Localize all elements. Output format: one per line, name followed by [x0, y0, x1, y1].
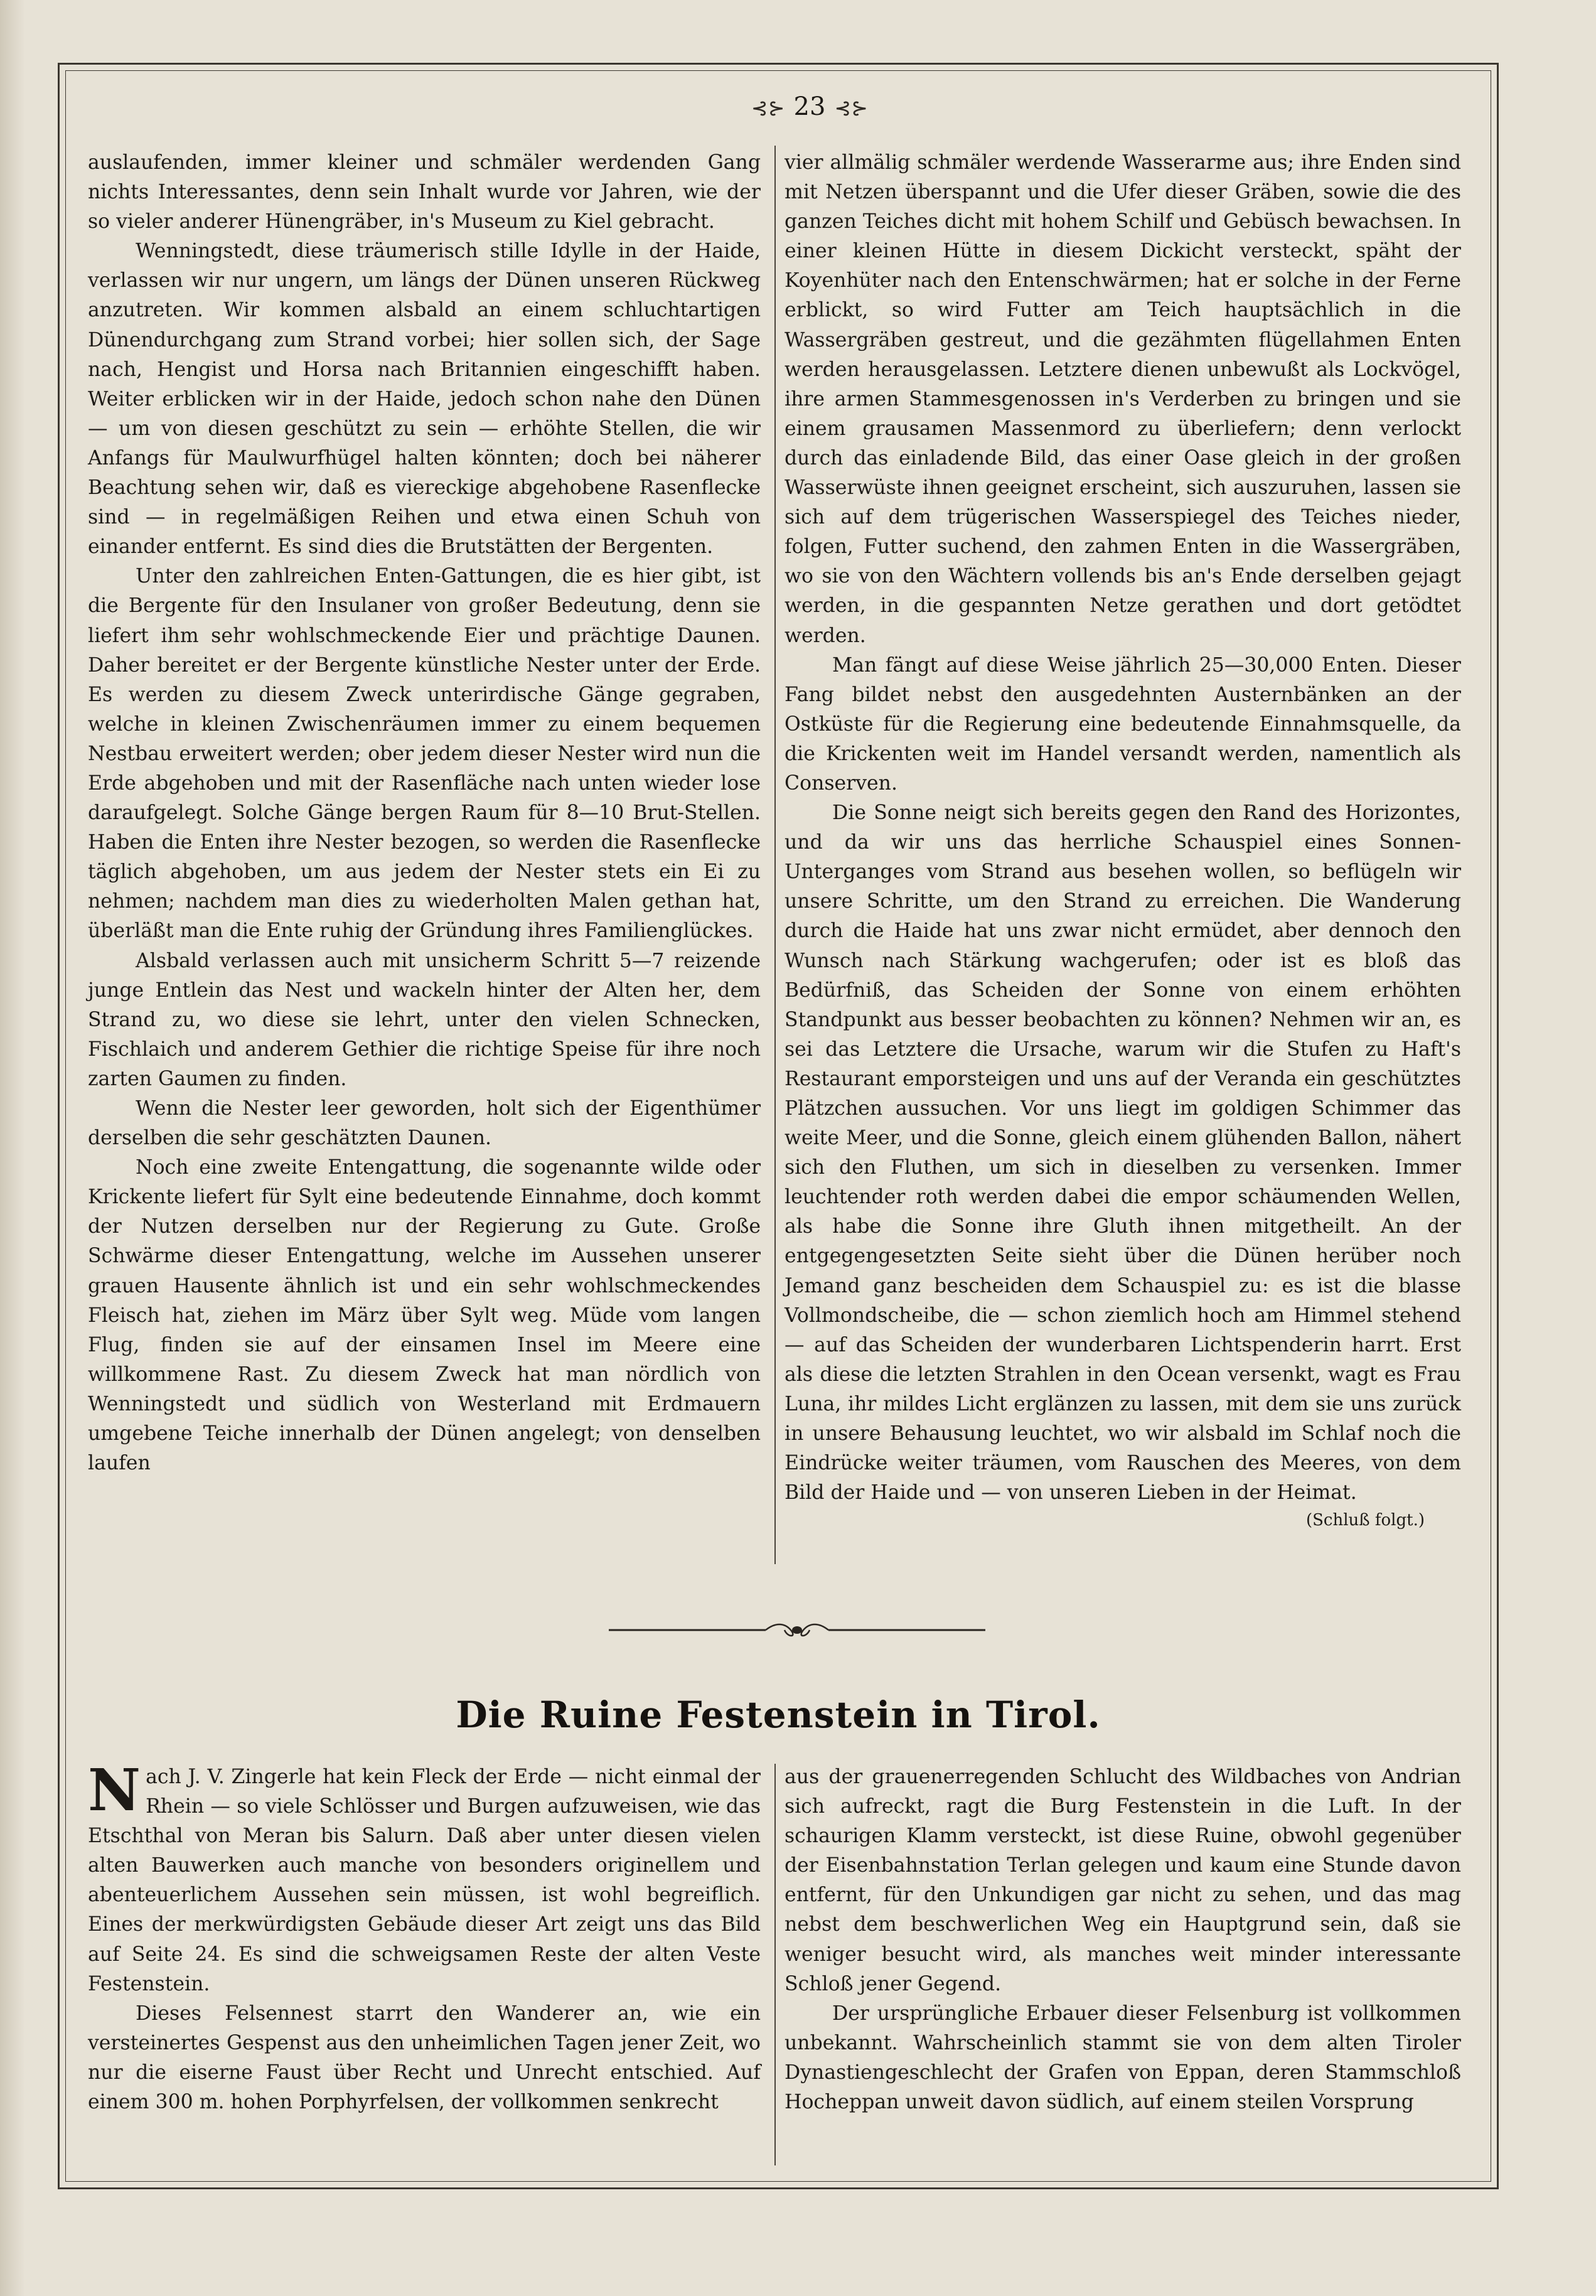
- paragraph: Man fängt auf diese Weise jährlich 25—30,000 Enten. Dieser Fang bildet nebst den ausgedehnten Austernbänken an der Ostküste für die Regierung eine bedeutende Einnahmsquelle, da die Krickenten weit im Handel versandt werden, namentlich als Conserven.: [785, 653, 1461, 795]
- article1-left-column: [88, 148, 761, 1478]
- drop-cap: N: [88, 1756, 141, 1824]
- paragraph: Dieses Felsennest starrt den Wanderer an, wie ein versteinertes Gespenst aus den unheimlichen Tagen jener Zeit, wo nur die eiserne Faust über Recht und Unrecht entschied. Auf einem 300 m. hohen Porphyrfelsen, der vollkommen senkrecht: [88, 2002, 761, 2114]
- paragraph-text: ach J. V. Zingerle hat kein Fleck der Erde — nicht einmal der Rhein — so viele Schlösser und Burgen aufzuweisen, wie das Etschthal von Meran bis Salurn. Daß aber unter diesen vielen alten Bauwerken auch manche von besonders originellem und abenteuerlichem Aussehen sein müssen, ist wohl begreiflich. Eines der merkwürdigsten Gebäude dieser Art zeigt uns das Bild auf Seite 24. Es sind die schweigsamen Reste der alten Veste Festenstein.: [88, 1766, 761, 1995]
- continued-note: (Schluß folgt.): [1305, 1511, 1425, 1530]
- paragraph: Noch eine zweite Entengattung, die sogenannte wilde oder Krickente liefert für Sylt eine bedeutende Einnahme, doch kommt der Nutzen derselben nur der Regierung zu Gute. Große Schwärme dieser Entengattung, welche im Aussehen unserer grauen Hausente ähnlich ist und ein sehr wohlschmeckendes Fleisch hat, ziehen im März über Sylt weg. Müde vom langen Flug, finden sie auf der einsamen Insel im Meere eine willkommene Rast. Zu diesem Zweck hat man nördlich von Wenningstedt und südlich von Westerland mit Erdmauern umgebene Teiche innerhalb der Dünen angelegt; von denselben laufen: [88, 1156, 761, 1475]
- article2-column-rule: [774, 1764, 776, 2165]
- page-header: [690, 88, 929, 126]
- article2-left-column: [88, 1756, 761, 2117]
- ornament-right-icon: ⊰⊱: [834, 96, 869, 120]
- article1-right-column: [785, 148, 1461, 1533]
- paragraph: Der ursprüngliche Erbauer dieser Felsenburg ist vollkommen unbekannt. Wahrscheinlich stammt sie von dem alten Tiroler Dynastiengeschlecht der Grafen von Eppan, deren Stammschloß Hocheppan unweit davon südlich, auf einem steilen Vorsprung: [785, 2002, 1461, 2114]
- article2-title: Die Ruine Festenstein in Tirol.: [456, 1693, 1101, 1736]
- article1-column-rule: [774, 146, 776, 1564]
- ornament-left-icon: ⊰⊱: [751, 96, 785, 120]
- paragraph: Wenn die Nester leer geworden, holt sich der Eigenthümer derselben die sehr geschätzten Daunen.: [88, 1097, 761, 1150]
- paragraph: Alsbald verlassen auch mit unsicherm Schritt 5—7 reizende junge Entlein das Nest und wackeln hinter der Alten her, dem Strand zu, wo diese sie lehrt, unter den vielen Schnecken, Fischlaich und anderem Gethier die richtige Speise für ihre noch zarten Gaumen zu finden.: [88, 949, 761, 1090]
- paragraph: [88, 1756, 761, 1999]
- page-edge-shadow: [0, 0, 25, 2296]
- paragraph: Die Sonne neigt sich bereits gegen den Rand des Horizontes, und da wir uns das herrliche Schauspiel eines Sonnen-Unterganges vom Strand aus besehen wollen, so beflügeln wir unsere Schritte, um den Strand zu erreichen. Die Wanderung durch die Haide hat uns zwar nicht ermüdet, aber dennoch den Wunsch nach Stärkung wachgerufen; oder ist es bloß das Bedürfniß, das Scheiden der Sonne von einem erhöhten Standpunkt aus besser beobachten zu können? Nehmen wir an, es sei das Letztere die Ursache, warum wir die Stufen zu Haft's Restaurant emporsteigen und uns auf der Veranda ein geschütztes Plätzchen aussuchen. Vor uns liegt im goldigen Schimmer das weite Meer, und die Sonne, gleich einem glühenden Ballon, nähert sich den Fluthen, um sich in dieselben zu versenken. Immer leuchtender roth werden dabei die empor schäumenden Wellen, als habe die Sonne ihre Gluth ihnen mitgetheilt. An der entgegengesetzten Seite sieht über die Dünen herüber noch Jemand ganz bescheiden dem Schauspiel zu: es ist die blasse Vollmondscheibe, die — schon ziemlich hoch am Himmel stehend — auf das Scheiden der wunderbaren Lichtspenderin harrt. Erst als diese die letzten Strahlen in den Ocean versenkt, wagt es Frau Luna, ihr mildes Licht erglänzen zu lassen, mit dem sie uns zurück in unsere Behausung leuchtet, wo wir alsbald im Schlaf noch die Eindrücke weiter träumen, vom Rauschen des Meeres, von dem Bild der Haide und — von unseren Lieben in der Heimat.: [785, 802, 1461, 1505]
- section-separator: [609, 1621, 985, 1639]
- page-number: 23: [793, 92, 826, 121]
- paragraph: vier allmälig schmäler werdende Wasserarme aus; ihre Enden sind mit Netzen überspannt und die Ufer dieser Gräben, sowie die des ganzen Teiches dicht mit hohem Schilf und Gebüsch bewachsen. In einer kleinen Hütte in diesem Dickicht versteckt, späht der Koyenhüter nach den Entenschwärmen; hat er solche in der Ferne erblickt, so wird Futter am Teich hauptsächlich in die Wassergräben gestreut, und die gezähmten flügellahmen Enten werden herausgelassen. Letztere dienen unbewußt als Lockvögel, ihre armen Stammesgenossen in's Verderben zu bringen und sie einem grausamen Massenmord zu überliefern; denn verlockt durch das einladende Bild, das einer Oase gleich in der großen Wasserwüste ihnen geeignet erscheint, sich auszuruhen, lassen sie sich auf dem trügerischen Wasserspiegel des Teiches nieder, folgen, Futter suchend, den zahmen Enten in die Wassergräben, wo sie von den Wächtern vollends bis an's Ende derselben gejagt werden, in die gespannten Netze gerathen und dort getödtet werden.: [785, 151, 1461, 647]
- article2-right-column: [785, 1762, 1461, 2117]
- paragraph: auslaufenden, immer kleiner und schmäler werdenden Gang nichts Interessantes, denn sein Inhalt wurde vor Jahren, wie der so vieler anderer Hünengräber, in's Museum zu Kiel gebracht.: [88, 151, 761, 233]
- paragraph: Wenningstedt, diese träumerisch stille Idylle in der Haide, verlassen wir nur ungern, um längs der Dünen unseren Rückweg anzutreten. Wir kommen alsbald an einem schluchtartigen Dünendurchgang zum Strand vorbei; hier sollen sich, der Sage nach, Hengist und Horsa nach Britannien eingeschifft haben. Weiter erblicken wir in der Haide, jedoch schon nahe den Dünen — um von diesen geschützt zu sein — erhöhte Stellen, die wir Anfangs für Maulwurfhügel halten könnten; doch bei näherer Beachtung sehen wir, daß es viereckige abgehobene Rasenflecke sind — in regelmäßigen Reihen und etwa einen Schuh von einander entfernt. Es sind dies die Brutstätten der Bergenten.: [88, 240, 761, 559]
- paragraph: Unter den zahlreichen Enten-Gattungen, die es hier gibt, ist die Bergente für den Insulaner von großer Bedeutung, denn sie liefert ihm sehr wohlschmeckende Eier und prächtige Daunen. Daher bereitet er der Bergente künstliche Nester unter der Erde. Es werden zu diesem Zweck unterirdische Gänge gegraben, welche in kleinen Zwischenräumen immer zu einem bequemen Nestbau erweitert werden; ober jedem dieser Nester wird nun die Erde abgehoben und mit der Rasenfläche nach unten wieder lose daraufgelegt. Solche Gänge bergen Raum für 8—10 Brut-Stellen. Haben die Enten ihre Nester bezogen, so werden die Rasenflecke täglich abgehoben, um aus jedem der Nester stets ein Ei zu nehmen; nachdem man dies zu wiederholten Malen gethan hat, überläßt man die Ente ruhig der Gründung ihres Familienglückes.: [88, 565, 761, 943]
- paragraph: aus der grauenerregenden Schlucht des Wildbaches von Andrian sich aufreckt, ragt die Burg Festenstein in die Luft. In der schaurigen Klamm versteckt, ist diese Ruine, obwohl gegenüber der Eisenbahnstation Terlan gelegen und kaum eine Stunde davon entfernt, für den Unkundigen gar nicht zu sehen, und das mag nebst dem beschwerlichen Weg ein Hauptgrund sein, daß sie weniger besucht wird, als manches weit minder interessante Schloß jener Gegend.: [785, 1766, 1461, 1995]
